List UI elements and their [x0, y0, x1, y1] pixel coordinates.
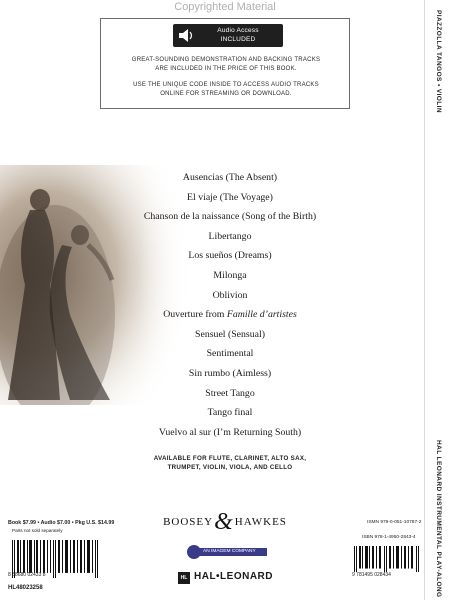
- track-item: Milonga: [213, 269, 247, 281]
- track-list: [130, 168, 330, 442]
- track-item: Ouverture from Famille d’artistes: [163, 309, 297, 321]
- spine-series: HAL LEONARD INSTRUMENTAL PLAY-ALONG: [435, 440, 442, 598]
- track-item: Ausencias (The Absent): [182, 172, 278, 183]
- badge-line-2: INCLUDED: [220, 36, 256, 43]
- availability-note: [130, 454, 330, 472]
- track-item: Tango final: [207, 407, 253, 419]
- badge-line-1: Audio Access: [217, 27, 259, 34]
- audio-instructions: [109, 81, 343, 99]
- availability-line-1: AVAILABLE FOR FLUTE, CLARINET, ALTO SAX,: [153, 455, 307, 462]
- hl-catalog-number: HL48023258: [8, 585, 43, 591]
- track-item: Los sueños (Dreams): [188, 250, 272, 262]
- track-item: Sensuel (Sensual): [195, 328, 265, 340]
- track-item: Oblivion: [212, 289, 248, 301]
- imagem-circle-icon: [187, 545, 201, 559]
- track-item: Chanson de la naissance (Song of the Birth): [143, 211, 317, 223]
- audio-access-badge: [173, 24, 283, 47]
- imagem-label: AN IMAGEM COMPANY: [197, 548, 267, 556]
- hawkes-text: HAWKES: [234, 516, 287, 528]
- book-spine: [424, 0, 450, 600]
- track-item: Vuelvo al sur (I’m Returning South): [158, 426, 302, 438]
- audio-instr-line-1: USE THE UNIQUE CODE INSIDE TO ACCESS AUDIO TRACKS: [133, 82, 319, 88]
- copyright-watermark: Copyrighted Material: [174, 1, 276, 13]
- hal-leonard-text: HAL•LEONARD: [194, 571, 273, 582]
- barcode-right-icon: [352, 546, 422, 572]
- audio-badge-text: [196, 26, 280, 44]
- audio-desc-line-2: ARE INCLUDED IN THE PRICE OF THIS BOOK.: [155, 66, 297, 72]
- track-item: Sin rumbo (Aimless): [188, 367, 272, 379]
- hal-leonard-icon: HL: [178, 572, 190, 584]
- barcode-left-digits: 8 88680 02433 8: [8, 572, 46, 578]
- boosey-hawkes-logo: [160, 510, 290, 534]
- spine-title: PIAZZOLLA TANGOS • VIOLIN: [435, 10, 442, 113]
- ampersand-icon: &: [214, 509, 234, 535]
- availability-line-2: TRUMPET, VIOLIN, VIOLA, AND CELLO: [167, 464, 293, 471]
- isbn-number: ISBN 978-1-4950-2843-4: [362, 535, 416, 540]
- hal-leonard-logo: [178, 570, 278, 586]
- price-line: Book $7.99 • Audio $7.00 • Pkg U.S. $14.99: [8, 520, 115, 526]
- price-block: [8, 520, 118, 533]
- speaker-icon: [178, 28, 194, 43]
- audio-description: [109, 56, 343, 74]
- imagem-company-logo: [187, 545, 267, 559]
- ismn-number: ISMN 979-0-051-10787-2: [367, 520, 422, 525]
- audio-desc-line-1: GREAT-SOUNDING DEMONSTRATION AND BACKING TRACKS: [131, 57, 321, 63]
- track-item: Libertango: [208, 230, 252, 242]
- track-item: El viaje (The Voyage): [187, 191, 273, 203]
- boosey-text: BOOSEY: [163, 516, 214, 528]
- audio-access-box: [100, 18, 350, 109]
- track-item: Sentimental: [206, 348, 254, 360]
- audio-instr-line-2: ONLINE FOR STREAMING OR DOWNLOAD.: [160, 91, 292, 97]
- barcode-right-digits: 9 781495 028434: [352, 572, 391, 578]
- track-item: Street Tango: [205, 387, 255, 399]
- parts-note: Parts not sold separately: [12, 528, 63, 533]
